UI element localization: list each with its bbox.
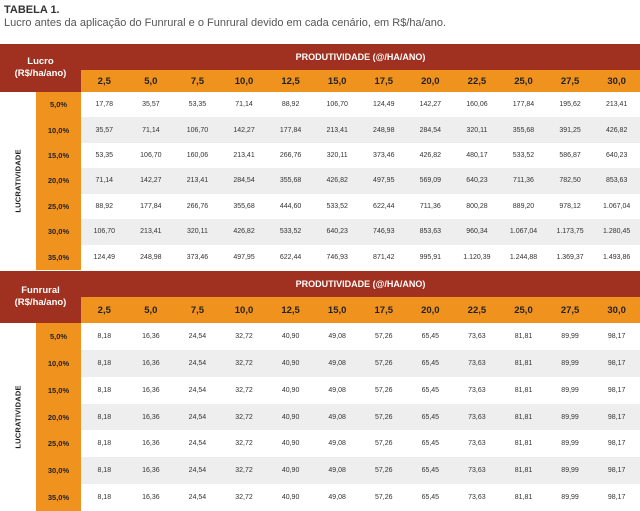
table-cell: 32,72 xyxy=(235,386,253,394)
table-cell: 65,45 xyxy=(421,440,440,448)
table-cell: 480,17 xyxy=(466,152,488,160)
table-cell: 32,72 xyxy=(235,440,253,448)
table-cell: 89,99 xyxy=(561,359,579,367)
row-header: 25,0% xyxy=(47,439,70,449)
table-cell: 177,84 xyxy=(512,101,535,109)
table-cell: 1.067,04 xyxy=(603,202,631,210)
column-headers xyxy=(81,70,640,92)
table-cell: 391,25 xyxy=(559,126,581,134)
table-cell: 57,26 xyxy=(374,332,393,340)
row-header: 35,0% xyxy=(47,493,70,503)
table-cell: 266,76 xyxy=(279,152,302,160)
table-cell: 40,90 xyxy=(281,359,300,367)
table-cell: 98,17 xyxy=(607,332,626,340)
table-cell: 8,18 xyxy=(97,386,112,394)
table-cell: 81,81 xyxy=(514,440,533,448)
table-row xyxy=(81,219,640,244)
table-cell: 871,42 xyxy=(373,253,395,261)
table-cell: 124,49 xyxy=(93,253,115,261)
table-cell: 569,09 xyxy=(419,177,442,185)
table-cell: 73,63 xyxy=(468,413,486,421)
table-cell: 16,36 xyxy=(142,386,160,394)
table-cell: 142,27 xyxy=(140,177,162,185)
row-header: 15,0% xyxy=(47,151,70,161)
row-header: 5,0% xyxy=(49,100,68,110)
column-header: 22,5 xyxy=(467,75,487,87)
table-cell: 16,36 xyxy=(142,467,160,475)
table-cell: 622,44 xyxy=(279,253,302,261)
row-header: 15,0% xyxy=(47,385,70,395)
table-cell: 81,81 xyxy=(514,386,533,394)
table-row xyxy=(81,92,640,117)
table-cell: 711,36 xyxy=(419,202,441,210)
table-cell: 88,92 xyxy=(95,202,114,210)
row-header: 35,0% xyxy=(47,252,70,262)
table-cell: 248,98 xyxy=(373,126,395,134)
table-cell: 106,70 xyxy=(186,126,209,134)
corner-unit: (R$/ha/ano) xyxy=(14,68,67,79)
table-cell: 8,18 xyxy=(97,332,112,340)
column-header: 2,5 xyxy=(97,75,111,87)
table-heading: TABELA 1. xyxy=(4,4,60,16)
table-cell: 57,26 xyxy=(374,413,393,421)
column-header: 10,0 xyxy=(234,75,254,87)
corner-header xyxy=(0,44,81,92)
table-cell: 284,54 xyxy=(419,126,442,134)
table-cell: 106,70 xyxy=(93,228,115,236)
table-cell: 71,14 xyxy=(142,126,160,134)
table-cell: 73,63 xyxy=(468,467,486,475)
table-cell: 81,81 xyxy=(514,494,533,502)
table-cell: 71,14 xyxy=(235,101,253,109)
row-header: 20,0% xyxy=(47,176,70,186)
corner-unit: (R$/ha/ano) xyxy=(14,297,67,308)
table-cell: 81,81 xyxy=(514,359,533,367)
table-row xyxy=(81,484,640,511)
table-cell: 8,18 xyxy=(97,413,112,421)
table-cell: 853,63 xyxy=(605,177,628,185)
row-header: 10,0% xyxy=(47,125,70,135)
table-cell: 16,36 xyxy=(142,440,160,448)
table-cell: 98,17 xyxy=(607,413,626,421)
table-cell: 106,70 xyxy=(326,101,348,109)
table-cell: 355,68 xyxy=(233,202,255,210)
table-cell: 71,14 xyxy=(95,177,114,185)
table-cell: 53,35 xyxy=(95,152,114,160)
table-row xyxy=(81,117,640,142)
productivity-header: PRODUTIVIDADE (@/HA/ANO) xyxy=(81,44,640,70)
table-cell: 373,46 xyxy=(186,253,209,261)
table-cell: 24,54 xyxy=(188,359,207,367)
column-header: 25,0 xyxy=(514,304,533,316)
table-cell: 1.067,04 xyxy=(509,228,538,236)
corner-title: Lucro xyxy=(27,56,54,67)
table-cell: 142,27 xyxy=(419,101,442,109)
table-cell: 213,41 xyxy=(326,126,348,134)
table-cell: 24,54 xyxy=(188,494,207,502)
table-cell: 213,41 xyxy=(140,228,162,236)
row-header: 20,0% xyxy=(47,412,70,422)
table-cell: 24,54 xyxy=(188,467,207,475)
table-cell: 8,18 xyxy=(97,494,112,502)
table-cell: 177,84 xyxy=(279,126,302,134)
column-header: 15,0 xyxy=(327,304,347,316)
side-label-column xyxy=(0,92,36,270)
table-cell: 49,08 xyxy=(328,386,346,394)
table-body xyxy=(81,92,640,270)
table-cell: 426,82 xyxy=(605,126,628,134)
table-cell: 124,49 xyxy=(373,101,395,109)
table-row xyxy=(81,194,640,219)
table-cell: 89,99 xyxy=(561,494,579,502)
table-row xyxy=(81,404,640,431)
table-cell: 622,44 xyxy=(373,202,395,210)
table-cell: 497,95 xyxy=(373,177,395,185)
table-cell: 497,95 xyxy=(233,253,255,261)
table-cell: 746,93 xyxy=(326,253,348,261)
table-cell: 81,81 xyxy=(514,332,533,340)
column-header: 7,5 xyxy=(190,75,205,87)
column-header: 20,0 xyxy=(421,75,440,87)
table-cell: 746,93 xyxy=(373,228,395,236)
column-header: 10,0 xyxy=(234,304,254,316)
column-header: 30,0 xyxy=(607,75,626,87)
table-cell: 17,78 xyxy=(95,101,114,109)
table-cell: 35,57 xyxy=(95,126,114,134)
table-cell: 426,82 xyxy=(233,228,255,236)
table-row xyxy=(81,457,640,484)
table-cell: 16,36 xyxy=(142,359,160,367)
table-row xyxy=(81,143,640,168)
table-cell: 195,62 xyxy=(559,101,581,109)
row-header: 5,0% xyxy=(49,331,68,341)
table-cell: 81,81 xyxy=(514,467,533,475)
column-header: 7,5 xyxy=(190,304,205,316)
table-cell: 49,08 xyxy=(328,467,346,475)
table-cell: 586,87 xyxy=(559,152,581,160)
table-body xyxy=(81,323,640,511)
table-subtitle: Lucro antes da aplicação do Funrural e o Funrural devido em cada cenário, em R$/ha/ano. xyxy=(4,17,447,29)
funrural-table xyxy=(0,271,640,511)
table-cell: 213,41 xyxy=(186,177,209,185)
row-header: 25,0% xyxy=(47,201,70,211)
table-cell: 98,17 xyxy=(607,359,626,367)
table-cell: 40,90 xyxy=(281,332,300,340)
table-cell: 88,92 xyxy=(281,101,300,109)
table-cell: 73,63 xyxy=(468,440,486,448)
table-cell: 8,18 xyxy=(97,359,112,367)
table-cell: 24,54 xyxy=(188,440,207,448)
table-cell: 1.173,75 xyxy=(556,228,584,236)
table-cell: 73,63 xyxy=(468,359,486,367)
column-header: 27,5 xyxy=(560,75,580,87)
table-cell: 65,45 xyxy=(421,359,440,367)
column-header: 15,0 xyxy=(327,75,347,87)
table-cell: 40,90 xyxy=(281,440,300,448)
table-cell: 98,17 xyxy=(607,467,626,475)
table-cell: 40,90 xyxy=(281,413,300,421)
table-cell: 640,23 xyxy=(326,228,348,236)
column-header: 5,0 xyxy=(144,75,158,87)
table-cell: 81,81 xyxy=(514,413,533,421)
table-cell: 49,08 xyxy=(328,440,346,448)
table-cell: 32,72 xyxy=(235,494,253,502)
table-cell: 57,26 xyxy=(374,359,393,367)
table-cell: 426,82 xyxy=(419,152,442,160)
table-cell: 106,70 xyxy=(140,152,162,160)
table-cell: 889,20 xyxy=(512,202,535,210)
table-cell: 32,72 xyxy=(235,332,253,340)
table-cell: 1.244,88 xyxy=(509,253,538,261)
table-cell: 16,36 xyxy=(142,413,160,421)
table-cell: 8,18 xyxy=(97,440,112,448)
table-cell: 89,99 xyxy=(561,413,579,421)
table-cell: 782,50 xyxy=(559,177,581,185)
table-cell: 53,35 xyxy=(188,101,207,109)
profit-table xyxy=(0,44,640,270)
table-cell: 57,26 xyxy=(374,440,393,448)
table-cell: 177,84 xyxy=(140,202,162,210)
column-header: 27,5 xyxy=(560,304,580,316)
table-cell: 1.369,37 xyxy=(556,253,584,261)
lucratividade-label: LUCRATIVIDADE xyxy=(13,385,23,449)
lucratividade-label: LUCRATIVIDADE xyxy=(13,149,23,213)
table-cell: 73,63 xyxy=(468,494,486,502)
table-cell: 213,41 xyxy=(233,152,255,160)
table-cell: 320,11 xyxy=(187,228,208,236)
table-cell: 355,68 xyxy=(512,126,535,134)
table-cell: 49,08 xyxy=(328,359,346,367)
table-row xyxy=(81,323,640,350)
table-cell: 49,08 xyxy=(328,494,346,502)
corner-header xyxy=(0,271,81,323)
column-header: 22,5 xyxy=(467,304,487,316)
corner-title: Funrural xyxy=(21,285,60,296)
table-cell: 373,46 xyxy=(373,152,395,160)
row-header: 30,0% xyxy=(47,466,70,476)
table-cell: 800,28 xyxy=(466,202,488,210)
table-cell: 640,23 xyxy=(466,177,488,185)
table-cell: 533,52 xyxy=(279,228,302,236)
table-cell: 65,45 xyxy=(421,494,440,502)
row-headers xyxy=(36,323,81,511)
table-cell: 57,26 xyxy=(374,494,393,502)
column-header: 17,5 xyxy=(374,75,393,87)
table-row xyxy=(81,377,640,404)
table-cell: 426,82 xyxy=(326,177,348,185)
row-headers xyxy=(36,92,81,270)
table-cell: 73,63 xyxy=(468,386,486,394)
table-cell: 533,52 xyxy=(512,152,535,160)
table-cell: 65,45 xyxy=(421,332,440,340)
table-cell: 142,27 xyxy=(233,126,255,134)
table-cell: 995,91 xyxy=(419,253,442,261)
row-header: 30,0% xyxy=(47,227,70,237)
table-cell: 89,99 xyxy=(561,332,579,340)
table-cell: 16,36 xyxy=(142,494,160,502)
table-cell: 98,17 xyxy=(607,440,626,448)
table-cell: 711,36 xyxy=(513,177,534,185)
table-row xyxy=(81,245,640,270)
table-cell: 65,45 xyxy=(421,386,440,394)
table-cell: 320,11 xyxy=(326,152,348,160)
table-cell: 35,57 xyxy=(142,101,160,109)
table-cell: 49,08 xyxy=(328,332,346,340)
table-cell: 248,98 xyxy=(140,253,162,261)
table-cell: 32,72 xyxy=(235,467,253,475)
table-row xyxy=(81,350,640,377)
column-header: 2,5 xyxy=(97,304,111,316)
table-cell: 213,41 xyxy=(605,101,628,109)
table-cell: 284,54 xyxy=(233,177,255,185)
table-cell: 978,12 xyxy=(559,202,581,210)
column-header: 20,0 xyxy=(421,304,440,316)
table-cell: 444,60 xyxy=(279,202,302,210)
table-cell: 40,90 xyxy=(281,467,300,475)
table-cell: 73,63 xyxy=(468,332,486,340)
table-cell: 32,72 xyxy=(235,413,253,421)
column-header: 12,5 xyxy=(281,304,300,316)
column-header: 12,5 xyxy=(281,75,300,87)
table-cell: 89,99 xyxy=(561,386,579,394)
table-cell: 40,90 xyxy=(281,386,300,394)
table-cell: 65,45 xyxy=(421,413,440,421)
table-cell: 32,72 xyxy=(235,359,253,367)
column-header: 17,5 xyxy=(374,304,393,316)
column-header: 25,0 xyxy=(514,75,533,87)
table-cell: 24,54 xyxy=(188,332,207,340)
table-cell: 355,68 xyxy=(279,177,302,185)
table-cell: 49,08 xyxy=(328,413,346,421)
productivity-header: PRODUTIVIDADE (@/HA/ANO) xyxy=(81,271,640,297)
table-cell: 1.493,86 xyxy=(603,253,631,261)
side-label-column xyxy=(0,323,36,511)
table-cell: 16,36 xyxy=(142,332,160,340)
table-cell: 640,23 xyxy=(605,152,628,160)
table-cell: 1.120,39 xyxy=(463,253,491,261)
table-cell: 160,06 xyxy=(466,101,488,109)
table-row xyxy=(81,430,640,457)
column-header: 5,0 xyxy=(144,304,158,316)
column-headers xyxy=(81,297,640,323)
row-header: 10,0% xyxy=(47,358,70,368)
table-cell: 98,17 xyxy=(607,494,626,502)
table-cell: 40,90 xyxy=(281,494,300,502)
column-header: 30,0 xyxy=(607,304,626,316)
table-cell: 57,26 xyxy=(374,467,393,475)
table-cell: 24,54 xyxy=(188,413,207,421)
table-cell: 89,99 xyxy=(561,467,579,475)
table-cell: 266,76 xyxy=(186,202,209,210)
table-cell: 98,17 xyxy=(607,386,626,394)
table-cell: 1.280,45 xyxy=(603,228,631,236)
table-cell: 160,06 xyxy=(186,152,209,160)
table-cell: 65,45 xyxy=(421,467,440,475)
table-cell: 57,26 xyxy=(374,386,393,394)
table-cell: 89,99 xyxy=(561,440,579,448)
table-cell: 24,54 xyxy=(188,386,207,394)
table-cell: 8,18 xyxy=(97,467,112,475)
table-cell: 960,34 xyxy=(466,228,488,236)
table-cell: 853,63 xyxy=(419,228,442,236)
table-row xyxy=(81,168,640,193)
table-cell: 533,52 xyxy=(326,202,348,210)
table-cell: 320,11 xyxy=(466,126,488,134)
